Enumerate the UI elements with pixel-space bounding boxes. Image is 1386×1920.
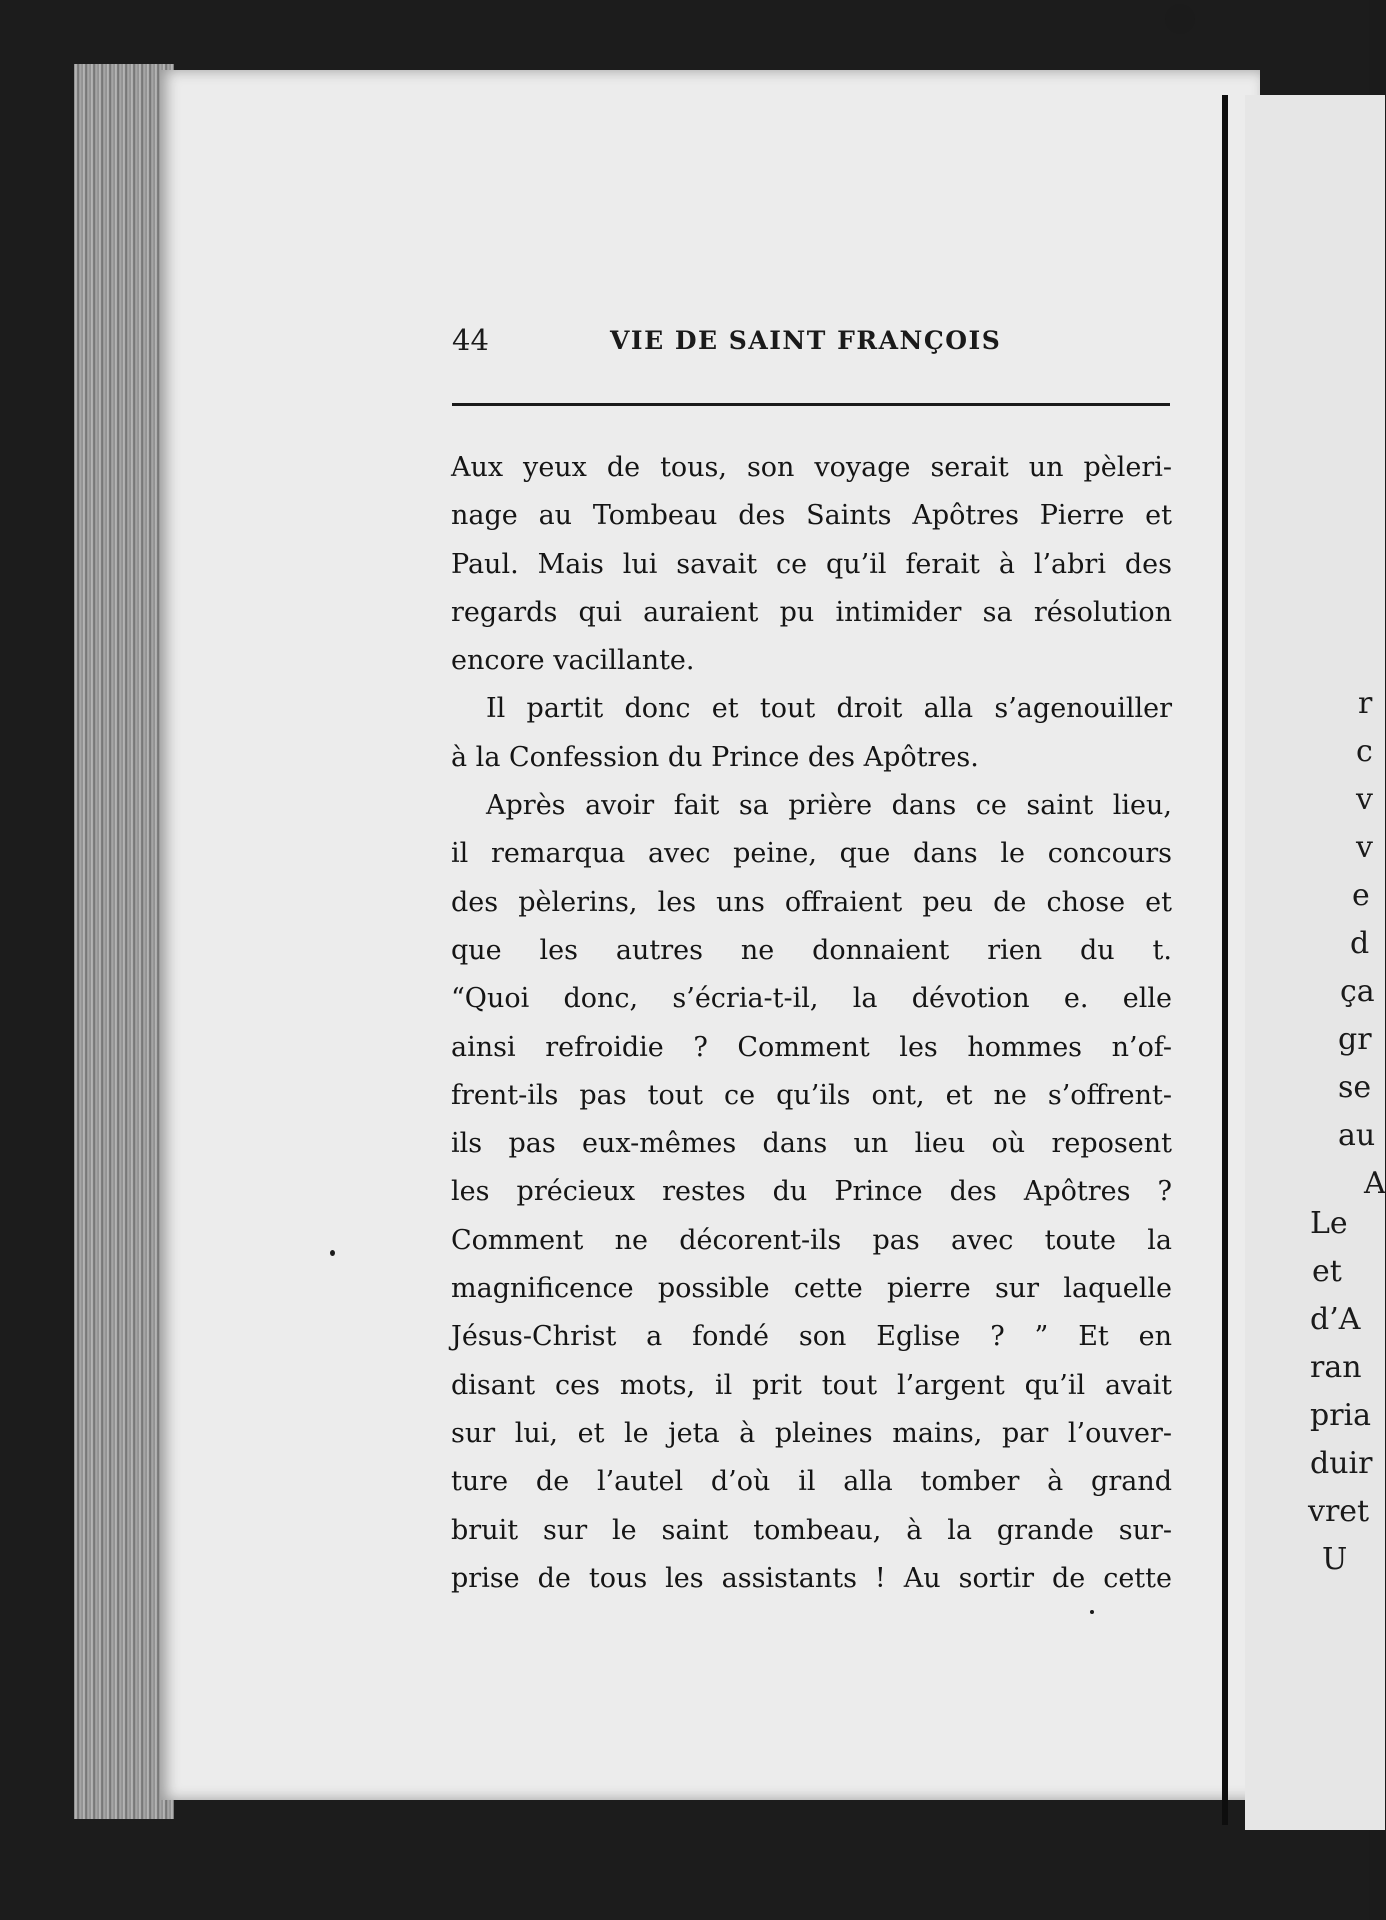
dust-speck: [330, 1250, 335, 1256]
facing-page-fragment: v: [1356, 782, 1373, 817]
text-line: des pèlerins, les uns offraient peu de chose et: [451, 886, 1172, 918]
text-line: sur lui, et le jeta à pleines mains, par l’ouver-: [451, 1417, 1172, 1449]
facing-page-fragment: A: [1364, 1166, 1386, 1201]
text-line: Comment ne décorent-ils pas avec toute la: [451, 1224, 1172, 1256]
dust-speck: [1165, 4, 1195, 34]
text-line: ils pas eux-mêmes dans un lieu où reposent: [451, 1128, 1172, 1160]
text-line: nage au Tombeau des Saints Apôtres Pierre et: [451, 500, 1172, 532]
text-line: bruit sur le saint tombeau, à la grande sur-: [451, 1514, 1172, 1546]
text-line: ture de l’autel d’où il alla tomber à grand: [451, 1466, 1172, 1498]
text-line: Aux yeux de tous, son voyage serait un pèleri-: [451, 452, 1172, 483]
text-line: disant ces mots, il prit tout l’argent qu’il avait: [451, 1369, 1172, 1401]
text-line: ainsi refroidie ? Comment les hommes n’of-: [451, 1031, 1172, 1063]
facing-page-fragment: d: [1350, 926, 1370, 961]
text-line: prise de tous les assistants ! Au sortir de cette: [451, 1562, 1172, 1594]
facing-page-fragment: Le: [1310, 1206, 1348, 1241]
text-line: Après avoir fait sa prière dans ce saint lieu,: [486, 790, 1172, 822]
text-line: frent-ils pas tout ce qu’ils ont, et ne s’offrent-: [451, 1079, 1172, 1111]
text-line: Paul. Mais lui savait ce qu’il ferait à l’abri des: [451, 548, 1172, 580]
page-gutter-shadow: [1222, 95, 1228, 1825]
text-line: que les autres ne donnaient rien du t.: [451, 934, 1172, 966]
facing-page-fragment: et: [1312, 1254, 1342, 1289]
facing-page-fragment: ran: [1310, 1350, 1362, 1385]
text-line: à la Confession du Prince des Apôtres.: [451, 741, 979, 773]
facing-page-fragment: vret: [1308, 1494, 1370, 1529]
facing-page-fragment: r: [1358, 686, 1373, 721]
facing-page-fragment: se: [1338, 1070, 1372, 1105]
facing-page-fragment: d’A: [1310, 1302, 1361, 1337]
facing-page-fragment: gr: [1338, 1022, 1372, 1057]
text-line: les précieux restes du Prince des Apôtres ?: [451, 1176, 1172, 1208]
header-rule: [452, 403, 1170, 406]
facing-page-fragment: e: [1352, 878, 1370, 913]
text-line: il remarqua avec peine, que dans le concours: [451, 838, 1172, 870]
facing-page-fragment: ça: [1340, 974, 1375, 1009]
body-text: [451, 444, 1172, 1603]
facing-page-fragment: c: [1356, 734, 1373, 769]
book-binding-edge: [74, 64, 174, 1819]
page-number: 44: [452, 323, 489, 357]
text-line: regards qui auraient pu intimider sa résolution: [451, 596, 1172, 628]
dust-speck: [1090, 1610, 1094, 1614]
facing-page-text-fragments: [1308, 680, 1386, 1584]
text-line: “Quoi donc, s’écria-t-il, la dévotion e. elle: [451, 983, 1172, 1015]
facing-page-fragment: au: [1338, 1118, 1376, 1153]
facing-page-fragment: v: [1356, 830, 1373, 865]
facing-page-fragment: pria: [1310, 1398, 1372, 1433]
facing-page-fragment: duir: [1310, 1446, 1373, 1481]
text-line: Il partit donc et tout droit alla s’agenouiller: [486, 693, 1172, 725]
text-line: magnificence possible cette pierre sur laquelle: [451, 1273, 1172, 1305]
text-line: encore vacillante.: [451, 645, 695, 677]
running-title: VIE DE SAINT FRANÇOIS: [610, 326, 1002, 355]
text-line: Jésus-Christ a fondé son Eglise ? ” Et en: [451, 1321, 1172, 1353]
facing-page-fragment: U: [1322, 1542, 1348, 1577]
